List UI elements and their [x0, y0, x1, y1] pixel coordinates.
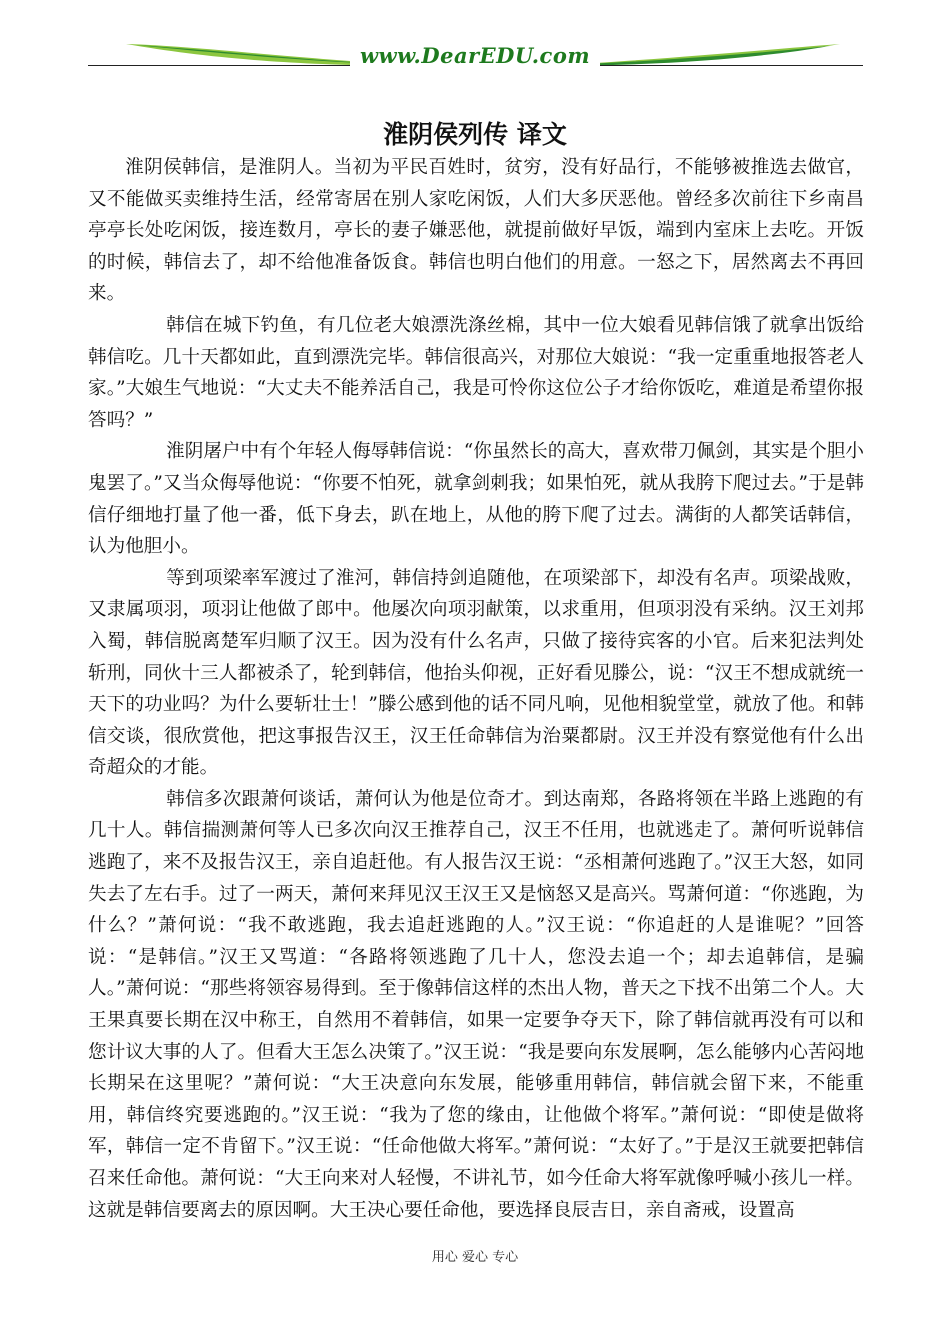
page-footer-motto: 用心 爱心 专心 — [431, 1250, 519, 1265]
site-url-logo: www.DearEDU.com — [350, 43, 600, 69]
document-title: 淮阴侯列传 译文 — [383, 120, 567, 149]
paragraph: 淮阴屠户中有个年轻人侮辱韩信说：“你虽然长的高大，喜欢带刀佩剑，其实是个胆小鬼罢了。”又当众侮辱他说：“你要不怕死，就拿剑刺我；如果怕死，就从我胯下爬过去。”于是韩信仔细地打量了他一番，低下身去，趴在地上，从他的胯下爬了过去。满街的人都笑话韩信，认为他胆小。 — [88, 441, 864, 558]
paragraph: 韩信多次跟萧何谈话，萧何认为他是位奇才。到达南郑，各路将领在半路上逃跑的有几十人。韩信揣测萧何等人已多次向汉王推荐自己，汉王不任用，也就逃走了。萧何听说韩信逃跑了，来不及报告汉王，亲自追赶他。有人报告汉王说：“丞相萧何逃跑了。”汉王大怒，如同失去了左右手。过了一两天，萧何来拜见汉王汉王又是恼怒又是高兴。骂萧何道：“你逃跑，为什么？”萧何说：“我不敢逃跑，我去追赶逃跑的人。”汉王说：“你追赶的人是谁呢？”回答说：“是韩信。”汉王又骂道：“各路将领逃跑了几十人，您没去追一个；却去追韩信，是骗人。”萧何说：“那些将领容易得到。至于像韩信这样的杰出人物，普天之下找不出第二个人。大王果真要长期在汉中称王，自然用不着韩信，如果一定要争夺天下，除了韩信就再没有可以和您计议大事的人了。但看大王怎么决策了。”汉王说：“我是要向东发展啊，怎么能够内心苦闷地长期呆在这里呢？”萧何说：“大王决意向东发展，能够重用韩信，韩信就会留下来，不能重用，韩信终究要逃跑的。”汉王说：“我为了您的缘由，让他做个将军。”萧何说：“即使是做将军，韩信一定不肯留下。”汉王说：“任命他做大将军。”萧何说：“太好了。”于是汉王就要把韩信召来任命他。萧何说：“大王向来对人轻慢，不讲礼节，如今任命大将军就像呼喊小孩儿一样。这就是韩信要离去的原因啊。大王决心要任命他，要选择良辰吉日，亲自斋戒，设置高 — [88, 788, 864, 1221]
paragraph: 等到项梁率军渡过了淮河，韩信持剑追随他，在项梁部下，却没有名声。项梁战败，又隶属项羽，项羽让他做了郎中。他屡次向项羽献策，以求重用，但项羽没有采纳。汉王刘邦入蜀，韩信脱离楚军归顺了汉王。因为没有什么名声，只做了接待宾客的小官。后来犯法判处斩刑，同伙十三人都被杀了，轮到韩信，他抬头仰视，正好看见滕公，说：“汉王不想成就统一天下的功业吗？为什么要斩壮士！”滕公感到他的话不同凡响，见他相貌堂堂，就放了他。和韩信交谈，很欣赏他，把这事报告汉王，汉王任命韩信为治粟都尉。汉王并没有察觉他有什么出奇超众的才能。 — [88, 567, 864, 779]
paragraph: 淮阴侯韩信，是淮阴人。当初为平民百姓时，贫穷，没有好品行，不能够被推选去做官，又不能做买卖维持生活，经常寄居在别人家吃闲饭，人们大多厌恶他。曾经多次前往下乡南昌亭亭长处吃闲饭，接连数月，亭长的妻子嫌恶他，就提前做好早饭，端到内室床上去吃。开饭的时候，韩信去了，却不给他准备饭食。韩信也明白他们的用意。一怒之下，居然离去不再回来。 — [88, 157, 864, 305]
document-body — [88, 152, 864, 1226]
paragraph: 韩信在城下钓鱼，有几位老大娘漂洗涤丝棉，其中一位大娘看见韩信饿了就拿出饭给韩信吃。几十天都如此，直到漂洗完毕。韩信很高兴，对那位大娘说：“我一定重重地报答老人家。”大娘生气地说：“大丈夫不能养活自己，我是可怜你这位公子才给你饭吃，难道是希望你报答吗？” — [88, 314, 864, 431]
site-header-banner — [88, 36, 863, 76]
